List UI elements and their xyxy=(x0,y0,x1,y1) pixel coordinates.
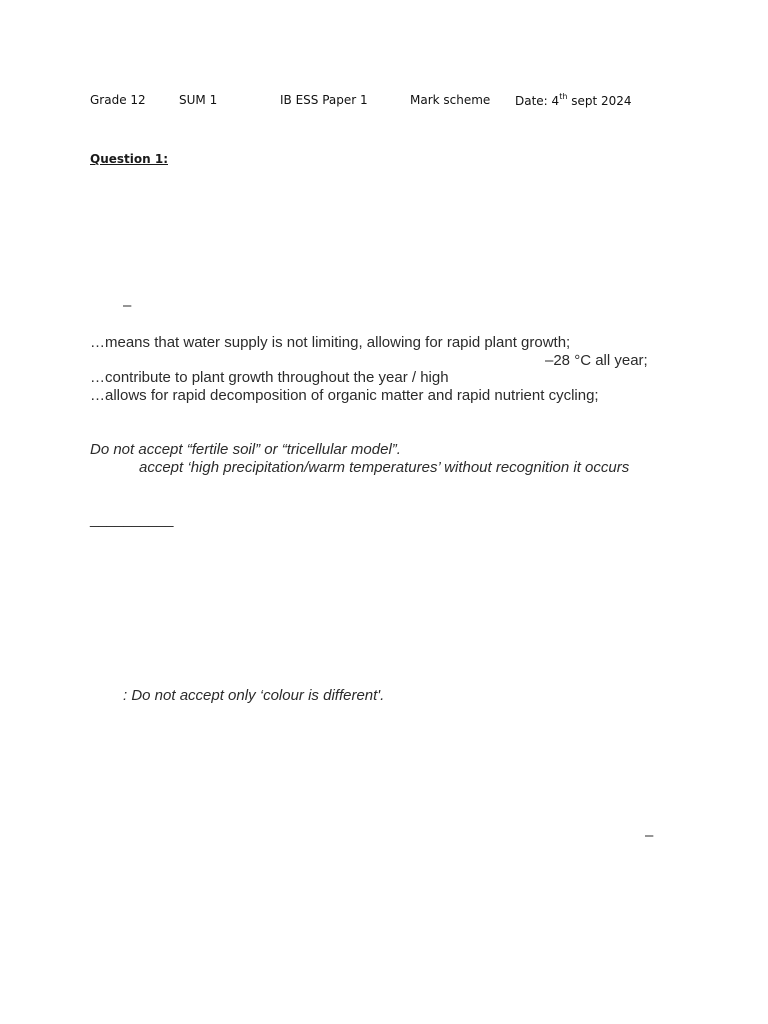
note-2: accept ‘high precipitation/warm temperatures’ without recognition it occurs xyxy=(139,459,630,476)
mark-line-1: …means that water supply is not limiting, allowing for rapid plant growth; xyxy=(90,334,571,351)
dash-2: – xyxy=(645,827,654,844)
note-3: : Do not accept only ‘colour is different'. xyxy=(123,687,385,704)
blank-answer-line: __________ xyxy=(90,511,174,528)
header-date xyxy=(515,93,632,108)
header-date-suffix: sept 2024 xyxy=(567,94,632,108)
note-1: Do not accept “fertile soil” or “tricellular model”. xyxy=(90,441,401,458)
mark-line-4: …allows for rapid decomposition of organic matter and rapid nutrient cycling; xyxy=(90,387,599,404)
mark-line-2: –28 °C all year; xyxy=(545,352,648,369)
mark-line-3: …contribute to plant growth throughout the year / high xyxy=(90,369,449,386)
header-grade: Grade 12 xyxy=(90,93,146,107)
header-date-prefix: Date: 4 xyxy=(515,94,560,108)
dash-1: – xyxy=(123,297,132,314)
header-date-sup: th xyxy=(559,92,568,101)
header-sum: SUM 1 xyxy=(179,93,218,107)
question-title: Question 1: xyxy=(90,152,168,166)
header-paper: IB ESS Paper 1 xyxy=(280,93,368,107)
header-scheme: Mark scheme xyxy=(410,93,491,107)
